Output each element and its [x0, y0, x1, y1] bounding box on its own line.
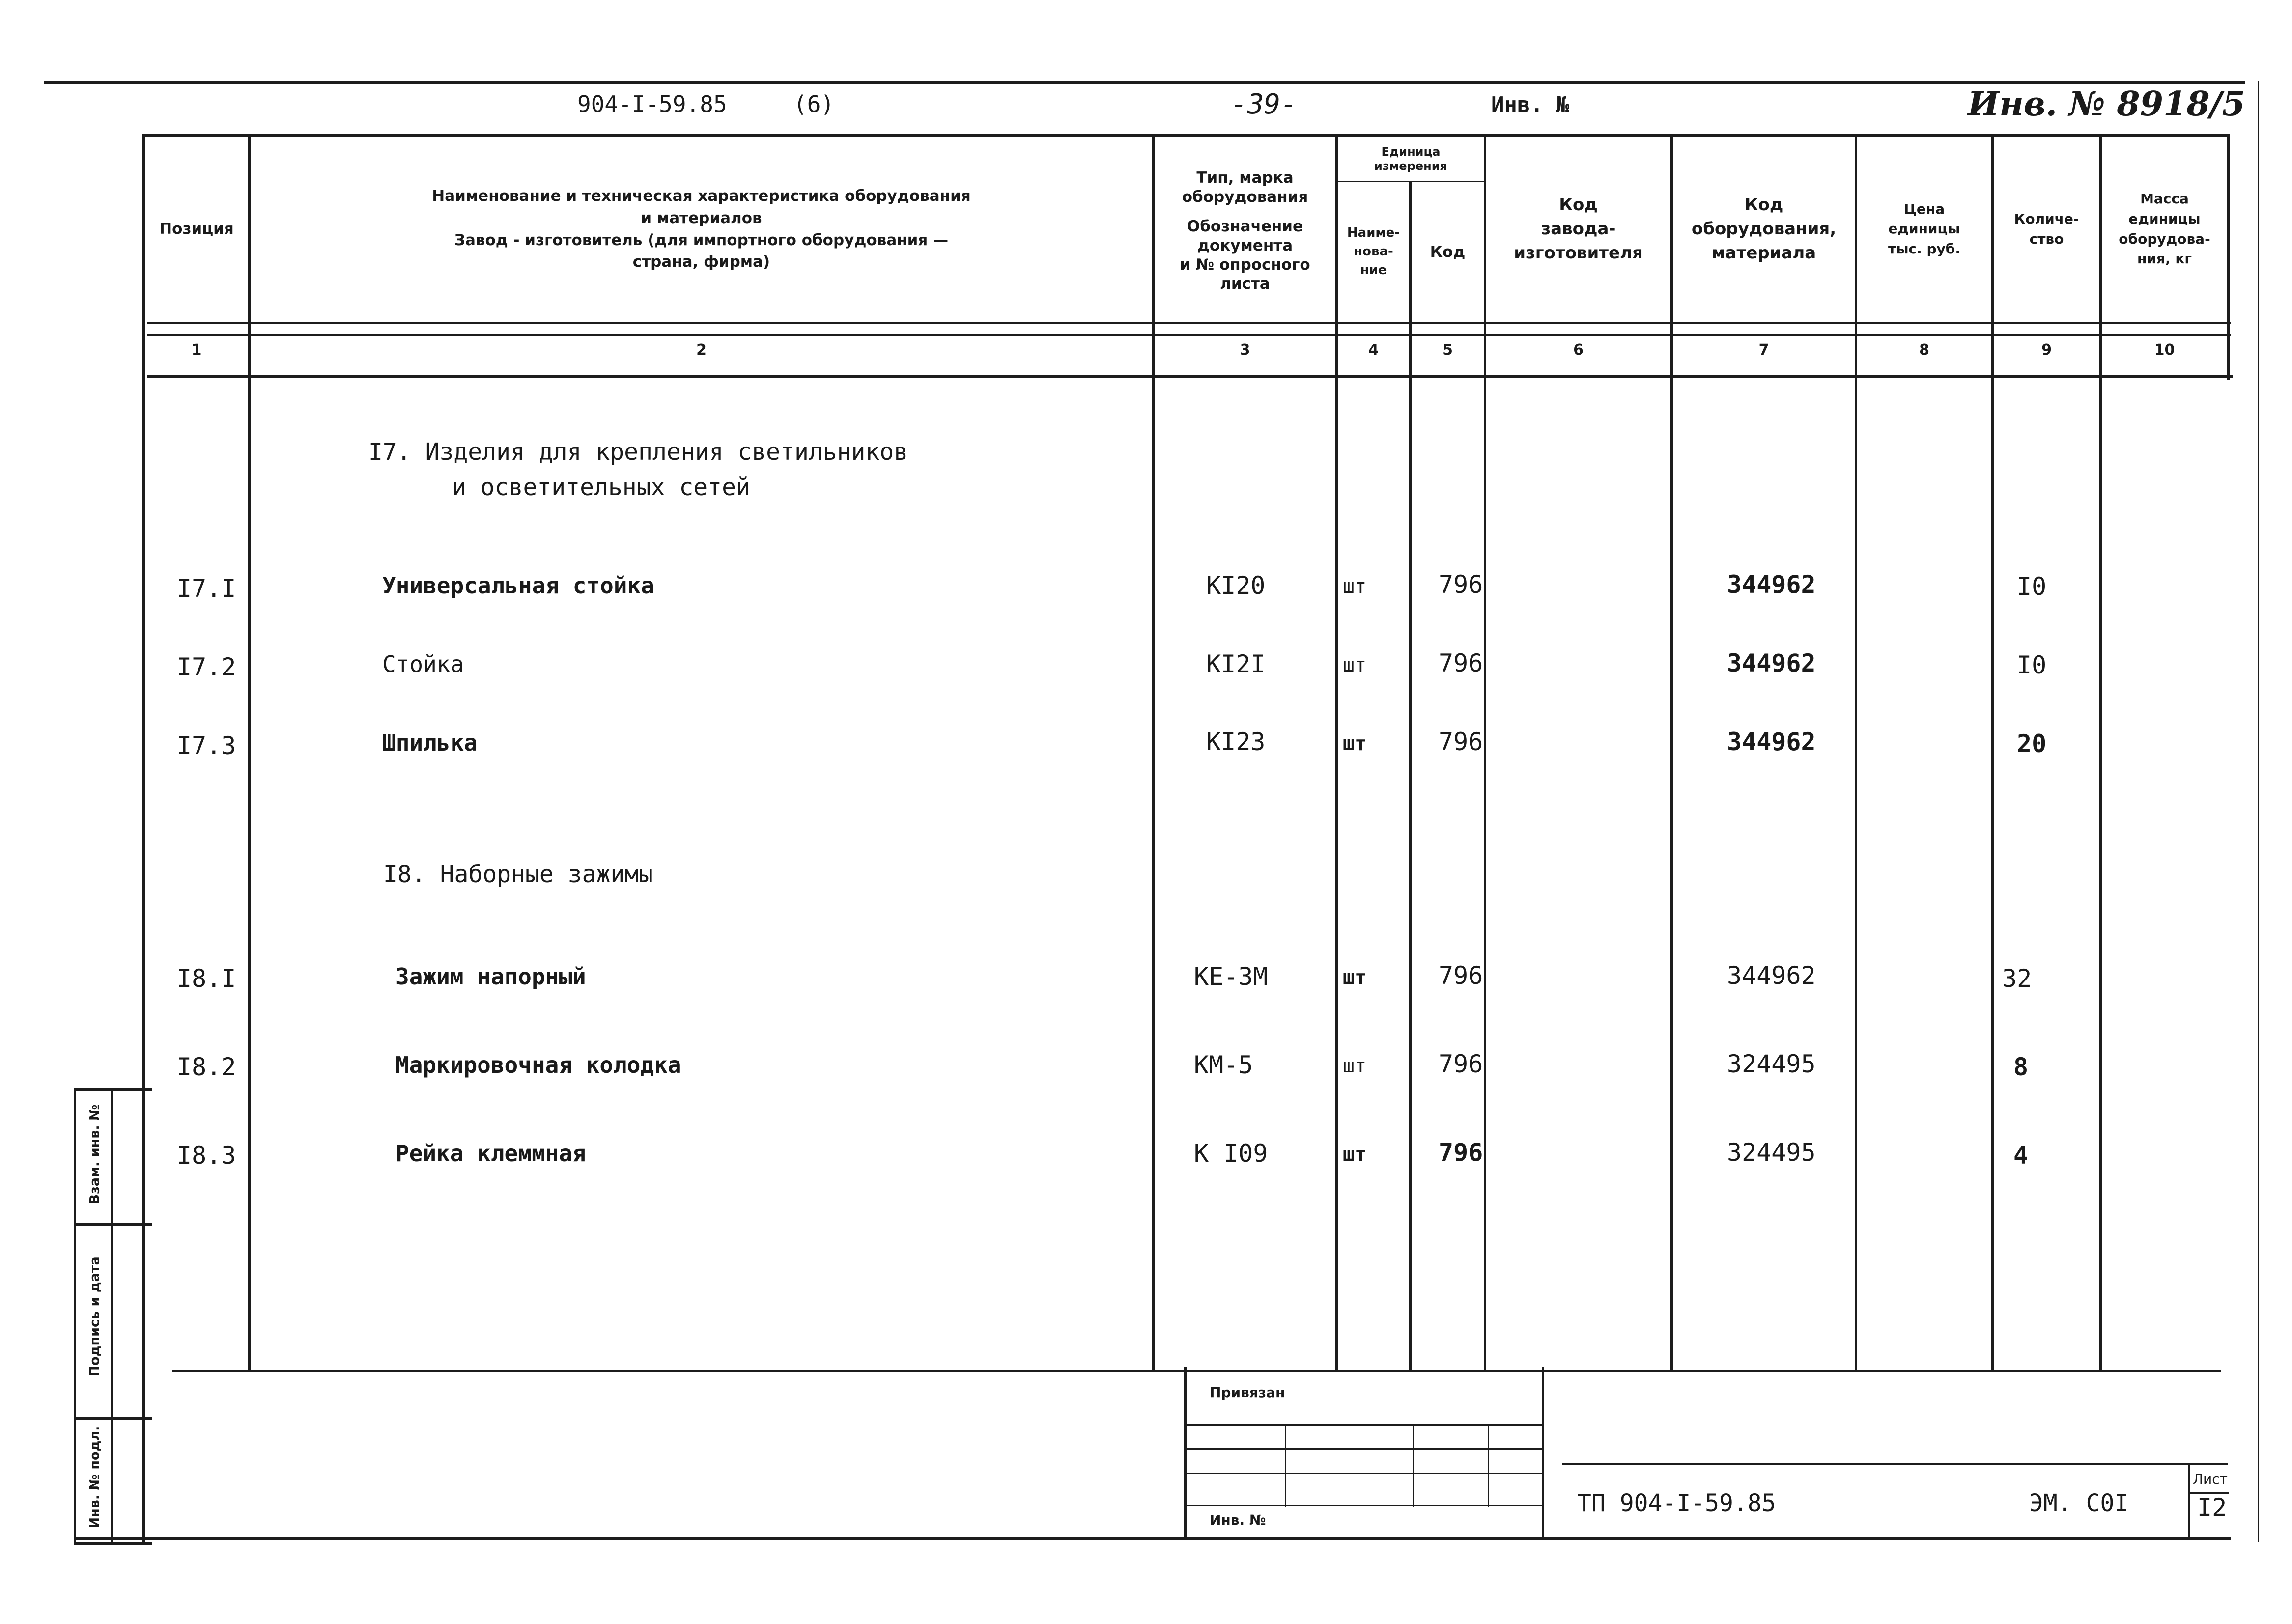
row-type: КI20 — [1206, 571, 1266, 600]
row-unit: шт — [1343, 966, 1367, 989]
row-name: Маркировочная колодка — [396, 1052, 681, 1078]
header-name: Наименование и техническая характеристика оборудования и материалов Завод - изготовитель (для импортного оборудования — страна, фирма) — [432, 187, 971, 271]
row-position: I8.3 — [177, 1141, 236, 1170]
row-unit-code: 796 — [1439, 649, 1483, 677]
row-position: I8.2 — [177, 1053, 236, 1081]
row-type: К I09 — [1194, 1139, 1268, 1168]
section-title: I7. Изделия для крепления светильников и осветительных сетей — [368, 438, 908, 501]
row-type: КЕ-3М — [1194, 962, 1268, 991]
row-type: КI2I — [1206, 650, 1266, 678]
header-unit-name: Наиме- нова- ние — [1347, 225, 1400, 278]
colnum-9: 9 — [2041, 341, 2052, 359]
project-code: ТП 904-I-59.85 — [1577, 1489, 1776, 1517]
row-material-code: 344962 — [1727, 728, 1816, 756]
edition: (6) — [793, 91, 835, 117]
header-price: Цена единицы тыс. руб. — [1888, 200, 1960, 257]
header-type: Тип, марка оборудования Обозначение документа и № опросного листа — [1180, 168, 1310, 293]
row-position: I8.I — [177, 964, 236, 993]
row-material-code: 324495 — [1727, 1138, 1816, 1167]
header-plant-code: Код завода- изготовителя — [1514, 195, 1643, 263]
inv-handwritten: Инв. № 8918/5 — [1968, 84, 2245, 124]
section-title: I8. Наборные зажимы — [383, 861, 653, 888]
page-number: -39- — [1231, 88, 1297, 120]
row-quantity: 8 — [2013, 1053, 2029, 1081]
row-material-code: 324495 — [1727, 1050, 1816, 1078]
sheet-label: Лист — [2193, 1471, 2228, 1487]
row-unit: шт — [1343, 575, 1367, 598]
colnum-2: 2 — [696, 341, 707, 359]
colnum-5: 5 — [1443, 341, 1453, 359]
colnum-1: 1 — [191, 341, 202, 359]
header-unit-code: Код — [1430, 243, 1466, 261]
row-name: Зажим напорный — [396, 963, 586, 990]
row-unit: шт — [1343, 1143, 1367, 1166]
stamp-replaced-inv: Взам. инв. № — [87, 1104, 103, 1204]
row-name: Рейка клеммная — [396, 1140, 586, 1167]
header-position: Позиция — [159, 220, 234, 238]
header-mass: Масса единицы оборудова- ния, кг — [2119, 191, 2210, 267]
row-name: Стойка — [382, 651, 464, 677]
doc-code: 904-I-59.85 — [577, 91, 727, 117]
row-unit-code: 796 — [1439, 1138, 1483, 1167]
sheet-code: ЭМ. С0I — [2029, 1489, 2129, 1517]
row-quantity: 20 — [2017, 729, 2047, 758]
row-quantity: 32 — [2002, 964, 2032, 993]
row-name: Универсальная стойка — [382, 572, 654, 599]
row-type: КМ-5 — [1194, 1051, 1253, 1079]
inv-no-label: Инв. № — [1210, 1512, 1266, 1528]
colnum-4: 4 — [1368, 341, 1379, 359]
row-unit-code: 796 — [1439, 728, 1483, 756]
header-material-code: Код оборудования, материала — [1691, 195, 1837, 263]
row-quantity: I0 — [2017, 651, 2047, 679]
row-unit-code: 796 — [1439, 961, 1483, 990]
row-unit: шт — [1343, 732, 1367, 755]
row-quantity: I0 — [2017, 572, 2047, 601]
colnum-8: 8 — [1919, 341, 1929, 359]
row-name: Шпилька — [382, 729, 478, 756]
row-unit: шт — [1343, 654, 1367, 676]
stamp-original-inv: Инв. № подл. — [87, 1426, 103, 1529]
row-unit: шт — [1343, 1055, 1367, 1077]
colnum-6: 6 — [1573, 341, 1584, 359]
stamp-signature-date: Подпись и дата — [87, 1256, 103, 1377]
inv-label: Инв. № — [1491, 92, 1569, 117]
row-type: КI23 — [1206, 728, 1266, 756]
row-material-code: 344962 — [1727, 649, 1816, 677]
colnum-10: 10 — [2154, 341, 2175, 359]
row-material-code: 344962 — [1727, 570, 1816, 599]
row-quantity: 4 — [2013, 1141, 2029, 1170]
row-position: I7.I — [177, 574, 236, 603]
row-material-code: 344962 — [1727, 961, 1816, 990]
header-quantity: Количе- ство — [2014, 210, 2079, 247]
colnum-3: 3 — [1240, 341, 1250, 359]
sheet-number: I2 — [2197, 1493, 2227, 1522]
row-unit-code: 796 — [1439, 570, 1483, 599]
privyazan-label: Привязан — [1210, 1384, 1285, 1400]
header-unit-group: Единица измерения — [1374, 145, 1447, 173]
colnum-7: 7 — [1758, 341, 1769, 359]
row-unit-code: 796 — [1439, 1050, 1483, 1078]
row-position: I7.2 — [177, 653, 236, 681]
row-position: I7.3 — [177, 731, 236, 760]
